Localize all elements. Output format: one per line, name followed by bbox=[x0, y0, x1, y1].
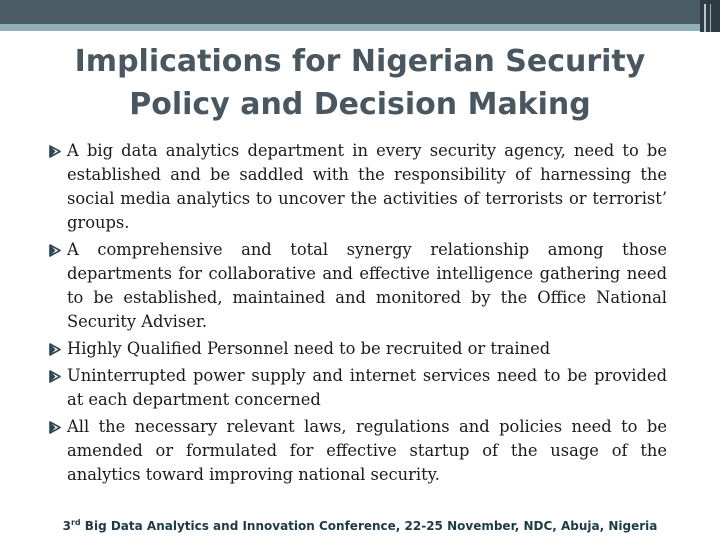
slide-title-line-1: Implications for Nigerian Security bbox=[74, 44, 646, 79]
bullet-item bbox=[48, 364, 667, 412]
top-decorative-bar bbox=[0, 0, 720, 32]
footer-ordinal-suffix: rd bbox=[70, 518, 81, 527]
slide-title bbox=[40, 40, 680, 126]
bullet-item bbox=[48, 238, 667, 334]
bullet-list bbox=[48, 139, 667, 490]
slide-footer bbox=[0, 518, 720, 533]
slide-title-line-2: Policy and Decision Making bbox=[129, 87, 591, 122]
corner-stripe bbox=[704, 4, 706, 32]
bullet-item bbox=[48, 415, 667, 487]
bullet-text: A big data analytics department in every security agency, need to be established and be saddled with the responsibility of harnessing the social media analytics to uncover the activities of terrorists or terrorist’ groups. bbox=[67, 141, 667, 232]
footer-ordinal-number: 3 bbox=[62, 519, 71, 533]
footer-text: Big Data Analytics and Innovation Conference, 22-25 November, NDC, Abuja, Nigeria bbox=[80, 519, 658, 533]
arrow-bullet-icon bbox=[48, 238, 64, 262]
top-band-accent bbox=[0, 24, 700, 31]
arrow-bullet-icon bbox=[48, 364, 64, 388]
bullet-text: Highly Qualified Personnel need to be recruited or trained bbox=[67, 339, 551, 358]
bullet-text: Uninterrupted power supply and internet services need to be provided at each department concerned bbox=[67, 366, 667, 409]
arrow-bullet-icon bbox=[48, 139, 64, 163]
bullet-item bbox=[48, 337, 667, 361]
bullet-text: A comprehensive and total synergy relationship among those departments for collaborative and effective intelligence gathering need to be established, maintained and monitored by the Office National Security Adviser. bbox=[67, 240, 667, 331]
bullet-item bbox=[48, 139, 667, 235]
bullet-text: All the necessary relevant laws, regulations and policies need to be amended or formulated for effective startup of the usage of the analytics toward improving national security. bbox=[67, 417, 667, 484]
arrow-bullet-icon bbox=[48, 337, 64, 361]
top-band-dark bbox=[0, 0, 700, 24]
arrow-bullet-icon bbox=[48, 415, 64, 439]
corner-stripe-thin bbox=[710, 4, 711, 32]
